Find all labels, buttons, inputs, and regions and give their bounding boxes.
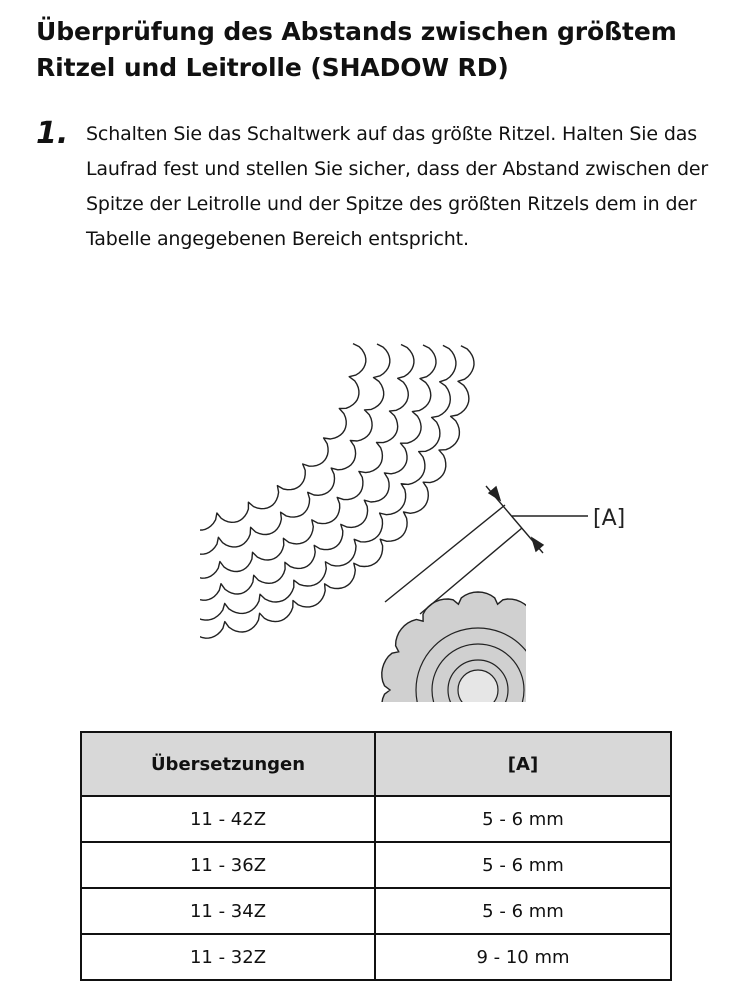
sprocket-pulley-illustration [200, 296, 650, 706]
gear-spec-table [80, 731, 672, 981]
table-row [81, 888, 671, 934]
table-row [81, 842, 671, 888]
header-distance: [A] [375, 732, 671, 796]
step-instruction: Schalten Sie das Schaltwerk auf das größte Ritzel. Halten Sie das Laufrad fest und stellen Sie sicher, dass der Abstand zwischen der Spitze der Leitrolle und der Spitze des größten Ritzels dem in der Tabelle angegebenen Bereich entspricht. [86, 123, 709, 250]
sprocket-ring-1 [200, 346, 474, 639]
gear-ratio-cell: 11 - 34Z [81, 888, 375, 934]
page-title: Überprüfung des Abstands zwischen größtem Ritzel und Leitrolle (SHADOW RD) [36, 17, 677, 82]
distance-cell: 5 - 6 mm [375, 842, 671, 888]
table-row [81, 796, 671, 842]
table-header-row [81, 732, 671, 796]
gear-ratio-cell: 11 - 42Z [81, 796, 375, 842]
step-number: 1. [36, 116, 69, 151]
gear-ratio-cell: 11 - 32Z [81, 934, 375, 980]
gear-ratio-cell: 11 - 36Z [81, 842, 375, 888]
cassette-sprockets-icon [200, 344, 474, 639]
chain-line-icon [385, 505, 522, 614]
sprocket-ring-5 [200, 344, 390, 554]
distance-cell: 9 - 10 mm [375, 934, 671, 980]
table-row [81, 934, 671, 980]
sprocket-ring-3 [200, 345, 436, 600]
sprocket-ring-6 [200, 344, 366, 530]
guide-pulley-icon [382, 592, 574, 706]
sprocket-ring-2 [200, 345, 456, 620]
distance-cell: 5 - 6 mm [375, 888, 671, 934]
distance-cell: 5 - 6 mm [375, 796, 671, 842]
dimension-marker-icon [486, 486, 588, 553]
dimension-label: [A] [593, 506, 626, 531]
pulley-ring-4 [458, 670, 498, 706]
header-gear-ratio: Übersetzungen [81, 732, 375, 796]
